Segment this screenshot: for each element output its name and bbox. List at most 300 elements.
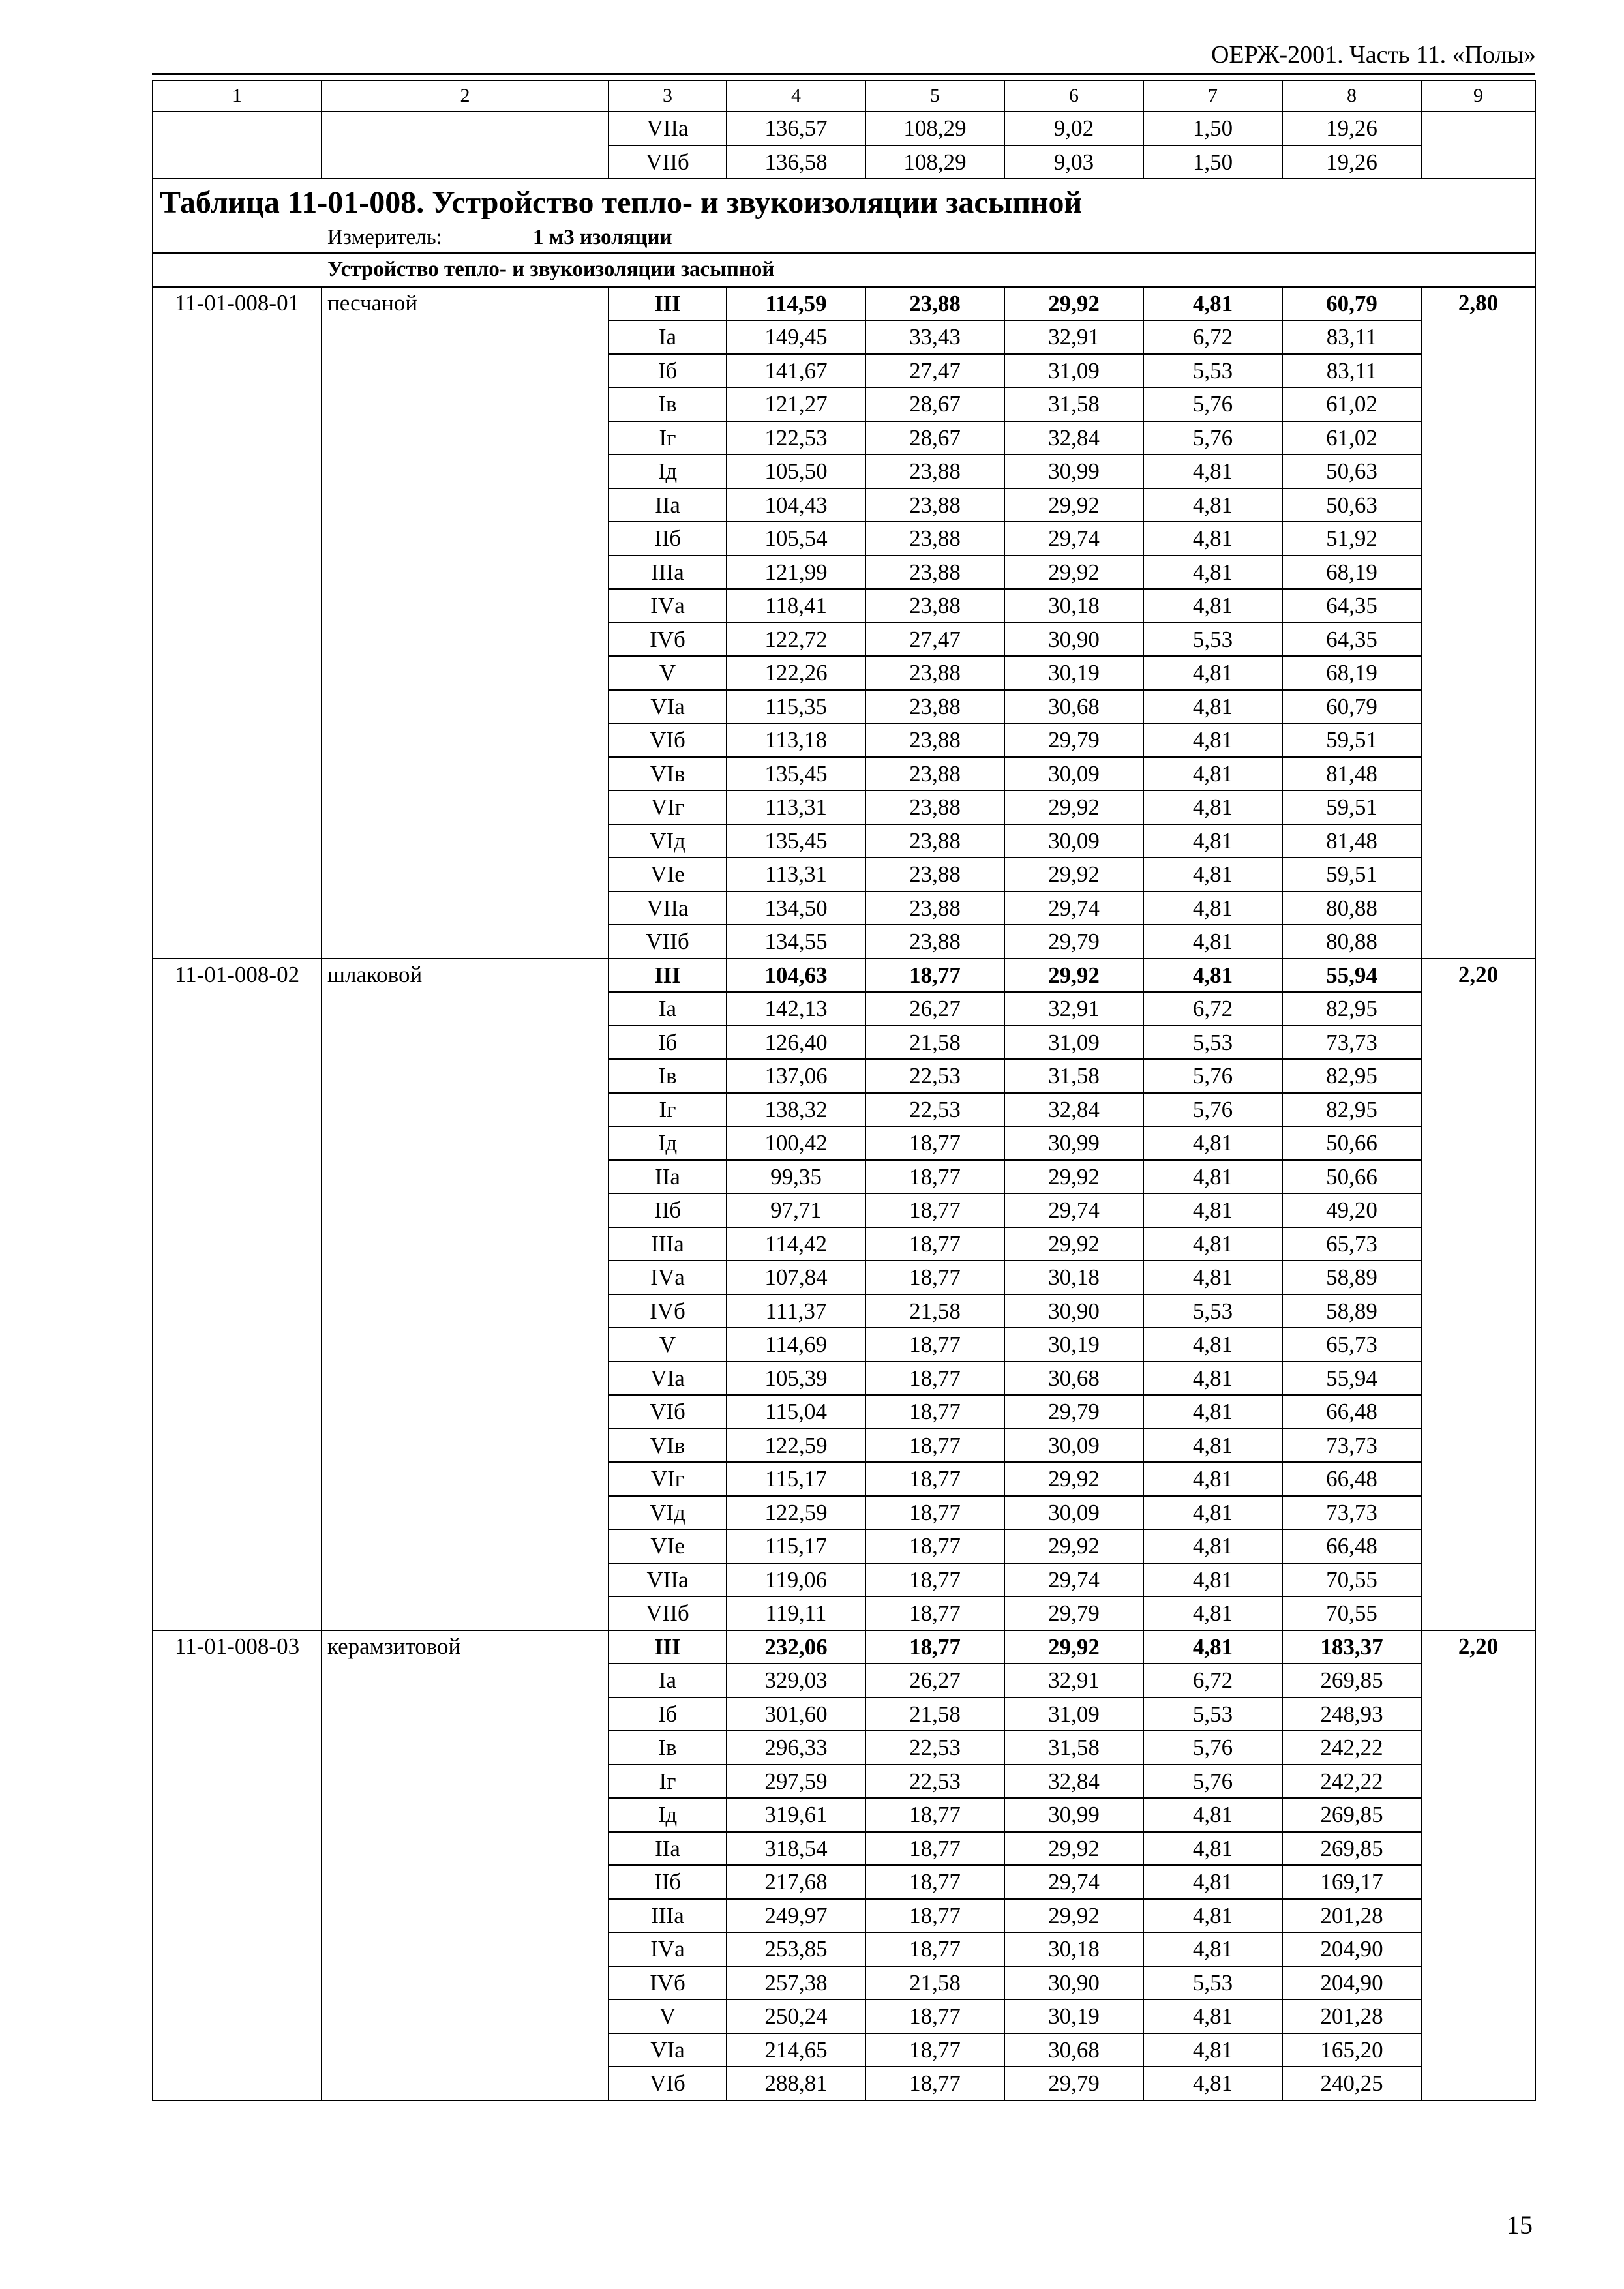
class-cell: VIIб	[609, 145, 727, 179]
value-cell: 23,88	[865, 455, 1004, 488]
class-cell: VIе	[609, 1529, 727, 1563]
value-cell: 29,79	[1004, 925, 1143, 959]
value-cell: 18,77	[865, 1429, 1004, 1463]
value-cell: 111,37	[727, 1294, 865, 1328]
value-cell: 5,76	[1143, 1731, 1282, 1765]
value-cell: 5,76	[1143, 1093, 1282, 1127]
value-cell: 29,92	[1004, 1630, 1143, 1664]
value-cell: 59,51	[1282, 790, 1421, 824]
value-cell: 22,53	[865, 1093, 1004, 1127]
value-cell: 82,95	[1282, 992, 1421, 1026]
class-cell: VIб	[609, 1395, 727, 1429]
value-cell: 29,74	[1004, 1193, 1143, 1227]
value-cell: 5,53	[1143, 1026, 1282, 1060]
value-cell: 136,58	[727, 145, 865, 179]
value-cell: 301,60	[727, 1698, 865, 1731]
value-cell: 6,72	[1143, 992, 1282, 1026]
class-cell: IVа	[609, 1261, 727, 1294]
value-cell: 70,55	[1282, 1563, 1421, 1597]
value-cell: 329,03	[727, 1664, 865, 1698]
value-cell: 21,58	[865, 1966, 1004, 2000]
subheading: Устройство тепло- и звукоизоляции засыпной	[153, 253, 1535, 287]
value-cell: 119,11	[727, 1596, 865, 1630]
value-cell: 29,92	[1004, 287, 1143, 321]
value-cell: 1,50	[1143, 112, 1282, 145]
value-cell: 70,55	[1282, 1596, 1421, 1630]
value-cell: 134,55	[727, 925, 865, 959]
class-cell: IVб	[609, 1294, 727, 1328]
value-cell: 4,81	[1143, 1496, 1282, 1530]
value-cell: 18,77	[865, 2033, 1004, 2067]
class-cell: IIIа	[609, 1227, 727, 1261]
value-cell: 319,61	[727, 1798, 865, 1832]
class-cell: VIIб	[609, 925, 727, 959]
value-cell: 121,99	[727, 556, 865, 590]
value-cell: 100,42	[727, 1126, 865, 1160]
value-cell: 23,88	[865, 589, 1004, 623]
value-cell: 23,88	[865, 556, 1004, 590]
class-cell: VIг	[609, 790, 727, 824]
value-cell: 4,81	[1143, 690, 1282, 724]
class-cell: IVб	[609, 623, 727, 657]
value-cell: 257,38	[727, 1966, 865, 2000]
class-cell: IIб	[609, 1865, 727, 1899]
class-cell: IVа	[609, 1932, 727, 1966]
value-cell: 18,77	[865, 1563, 1004, 1597]
value-cell: 108,29	[865, 145, 1004, 179]
class-cell: IIа	[609, 1832, 727, 1866]
title-cell	[153, 179, 1535, 253]
column-number-row	[153, 80, 1535, 112]
value-cell: 30,18	[1004, 589, 1143, 623]
value-cell: 18,77	[865, 1865, 1004, 1899]
value-cell: 18,77	[865, 1932, 1004, 1966]
value-cell: 32,91	[1004, 992, 1143, 1026]
class-cell: VIIа	[609, 891, 727, 925]
class-cell: VIб	[609, 2067, 727, 2101]
class-cell: VIIа	[609, 112, 727, 145]
column-number: 3	[609, 80, 727, 112]
value-cell: 51,92	[1282, 522, 1421, 556]
value-cell: 23,88	[865, 824, 1004, 858]
class-cell: IIа	[609, 488, 727, 522]
value-cell: 122,53	[727, 421, 865, 455]
value-cell: 4,81	[1143, 1462, 1282, 1496]
value-cell: 114,59	[727, 287, 865, 321]
value-cell: 18,77	[865, 1362, 1004, 1396]
value-cell: 105,39	[727, 1362, 865, 1396]
value-cell: 33,43	[865, 320, 1004, 354]
value-cell: 28,67	[865, 387, 1004, 421]
value-cell: 18,77	[865, 1496, 1004, 1530]
class-cell: Iа	[609, 992, 727, 1026]
column-number: 7	[1143, 80, 1282, 112]
class-cell: Iб	[609, 1698, 727, 1731]
value-cell: 104,63	[727, 959, 865, 993]
value-cell: 29,79	[1004, 1596, 1143, 1630]
value-cell: 165,20	[1282, 2033, 1421, 2067]
class-cell: III	[609, 1630, 727, 1664]
value-cell: 80,88	[1282, 891, 1421, 925]
c9-cell: 2,80	[1421, 287, 1535, 959]
value-cell: 18,77	[865, 1832, 1004, 1866]
value-cell: 18,77	[865, 1899, 1004, 1933]
value-cell: 31,58	[1004, 1731, 1143, 1765]
value-cell: 19,26	[1282, 145, 1421, 179]
value-cell: 18,77	[865, 959, 1004, 993]
value-cell: 18,77	[865, 2067, 1004, 2101]
value-cell: 18,77	[865, 1999, 1004, 2033]
value-cell: 269,85	[1282, 1832, 1421, 1866]
value-cell: 29,74	[1004, 1563, 1143, 1597]
value-cell: 83,11	[1282, 320, 1421, 354]
class-cell: Iд	[609, 1798, 727, 1832]
value-cell: 30,99	[1004, 1126, 1143, 1160]
value-cell: 26,27	[865, 1664, 1004, 1698]
value-cell: 5,76	[1143, 1765, 1282, 1799]
value-cell: 118,41	[727, 589, 865, 623]
value-cell: 122,72	[727, 623, 865, 657]
value-cell: 64,35	[1282, 623, 1421, 657]
value-cell: 4,81	[1143, 1798, 1282, 1832]
code-cell: 11-01-008-01	[153, 287, 322, 959]
value-cell: 29,92	[1004, 1462, 1143, 1496]
value-cell: 4,81	[1143, 1160, 1282, 1194]
value-cell: 138,32	[727, 1093, 865, 1127]
value-cell: 4,81	[1143, 1126, 1282, 1160]
value-cell: 18,77	[865, 1261, 1004, 1294]
subheading-row	[153, 253, 1535, 287]
value-cell: 4,81	[1143, 2067, 1282, 2101]
value-cell: 23,88	[865, 790, 1004, 824]
value-cell: 4,81	[1143, 1899, 1282, 1933]
value-cell: 4,81	[1143, 1429, 1282, 1463]
value-cell: 201,28	[1282, 1899, 1421, 1933]
value-cell: 4,81	[1143, 1227, 1282, 1261]
class-cell: VIд	[609, 1496, 727, 1530]
value-cell: 4,81	[1143, 287, 1282, 321]
value-cell: 104,43	[727, 488, 865, 522]
value-cell: 32,84	[1004, 1765, 1143, 1799]
class-cell: Iб	[609, 354, 727, 388]
value-cell: 29,79	[1004, 1395, 1143, 1429]
value-cell: 50,63	[1282, 488, 1421, 522]
class-cell: VIб	[609, 723, 727, 757]
value-cell: 30,99	[1004, 1798, 1143, 1832]
value-cell: 18,77	[865, 1462, 1004, 1496]
class-cell: V	[609, 656, 727, 690]
value-cell: 50,66	[1282, 1126, 1421, 1160]
value-cell: 115,35	[727, 690, 865, 724]
value-cell: 99,35	[727, 1160, 865, 1194]
value-cell: 4,81	[1143, 757, 1282, 791]
value-cell: 18,77	[865, 1630, 1004, 1664]
class-cell: VIIб	[609, 1596, 727, 1630]
table-row	[153, 1630, 1535, 1664]
value-cell: 73,73	[1282, 1429, 1421, 1463]
class-cell: IIа	[609, 1160, 727, 1194]
value-cell: 22,53	[865, 1731, 1004, 1765]
name-cell	[322, 112, 609, 179]
value-cell: 29,92	[1004, 556, 1143, 590]
class-cell: V	[609, 1999, 727, 2033]
value-cell: 269,85	[1282, 1664, 1421, 1698]
value-cell: 4,81	[1143, 455, 1282, 488]
code-cell	[153, 112, 322, 179]
value-cell: 135,45	[727, 824, 865, 858]
value-cell: 66,48	[1282, 1529, 1421, 1563]
value-cell: 5,76	[1143, 421, 1282, 455]
class-cell: Iб	[609, 1026, 727, 1060]
code-cell: 11-01-008-03	[153, 1630, 322, 2101]
class-cell: III	[609, 287, 727, 321]
value-cell: 4,81	[1143, 790, 1282, 824]
value-cell: 249,97	[727, 1899, 865, 1933]
value-cell: 83,11	[1282, 354, 1421, 388]
value-cell: 107,84	[727, 1261, 865, 1294]
value-cell: 5,53	[1143, 354, 1282, 388]
value-cell: 80,88	[1282, 925, 1421, 959]
value-cell: 4,81	[1143, 2033, 1282, 2067]
value-cell: 23,88	[865, 757, 1004, 791]
value-cell: 5,53	[1143, 1294, 1282, 1328]
value-cell: 97,71	[727, 1193, 865, 1227]
class-cell: Iа	[609, 320, 727, 354]
value-cell: 30,68	[1004, 1362, 1143, 1396]
meter-label: Измеритель:	[327, 226, 442, 250]
value-cell: 30,90	[1004, 1966, 1143, 2000]
class-cell: VIа	[609, 2033, 727, 2067]
value-cell: 297,59	[727, 1765, 865, 1799]
value-cell: 32,91	[1004, 320, 1143, 354]
value-cell: 4,81	[1143, 1563, 1282, 1597]
value-cell: 134,50	[727, 891, 865, 925]
value-cell: 23,88	[865, 287, 1004, 321]
value-cell: 242,22	[1282, 1731, 1421, 1765]
value-cell: 50,66	[1282, 1160, 1421, 1194]
value-cell: 30,19	[1004, 656, 1143, 690]
value-cell: 115,17	[727, 1529, 865, 1563]
value-cell: 4,81	[1143, 1932, 1282, 1966]
column-number: 6	[1004, 80, 1143, 112]
title-row	[153, 179, 1535, 253]
value-cell: 18,77	[865, 1193, 1004, 1227]
value-cell: 4,81	[1143, 488, 1282, 522]
value-cell: 55,94	[1282, 959, 1421, 993]
class-cell: IVб	[609, 1966, 727, 2000]
value-cell: 31,58	[1004, 387, 1143, 421]
value-cell: 30,09	[1004, 757, 1143, 791]
column-number: 5	[865, 80, 1004, 112]
value-cell: 32,84	[1004, 421, 1143, 455]
header-rule	[152, 73, 1535, 75]
value-cell: 31,09	[1004, 1698, 1143, 1731]
value-cell: 23,88	[865, 891, 1004, 925]
value-cell: 59,51	[1282, 723, 1421, 757]
value-cell: 4,81	[1143, 1261, 1282, 1294]
value-cell: 31,09	[1004, 354, 1143, 388]
value-cell: 4,81	[1143, 1596, 1282, 1630]
name-cell: песчаной	[322, 287, 609, 959]
column-number: 4	[727, 80, 865, 112]
value-cell: 23,88	[865, 690, 1004, 724]
value-cell: 22,53	[865, 1765, 1004, 1799]
value-cell: 30,19	[1004, 1328, 1143, 1362]
value-cell: 4,81	[1143, 1630, 1282, 1664]
class-cell: VIIа	[609, 1563, 727, 1597]
value-cell: 30,18	[1004, 1932, 1143, 1966]
class-cell: V	[609, 1328, 727, 1362]
value-cell: 204,90	[1282, 1966, 1421, 2000]
value-cell: 183,37	[1282, 1630, 1421, 1664]
value-cell: 28,67	[865, 421, 1004, 455]
column-number: 8	[1282, 80, 1421, 112]
value-cell: 60,79	[1282, 690, 1421, 724]
value-cell: 23,88	[865, 723, 1004, 757]
value-cell: 19,26	[1282, 112, 1421, 145]
value-cell: 6,72	[1143, 1664, 1282, 1698]
meter-line	[160, 227, 1528, 248]
value-cell: 30,90	[1004, 1294, 1143, 1328]
column-number: 2	[322, 80, 609, 112]
value-cell: 126,40	[727, 1026, 865, 1060]
value-cell: 113,31	[727, 858, 865, 891]
column-number: 9	[1421, 80, 1535, 112]
class-cell: IIб	[609, 522, 727, 556]
value-cell: 149,45	[727, 320, 865, 354]
value-cell: 122,59	[727, 1496, 865, 1530]
value-cell: 288,81	[727, 2067, 865, 2101]
value-cell: 5,53	[1143, 623, 1282, 657]
value-cell: 119,06	[727, 1563, 865, 1597]
value-cell: 121,27	[727, 387, 865, 421]
class-cell: Iа	[609, 1664, 727, 1698]
table-body	[153, 80, 1535, 2101]
class-cell: Iв	[609, 1059, 727, 1093]
value-cell: 135,45	[727, 757, 865, 791]
value-cell: 59,51	[1282, 858, 1421, 891]
rates-table	[152, 80, 1536, 2101]
value-cell: 204,90	[1282, 1932, 1421, 1966]
value-cell: 58,89	[1282, 1261, 1421, 1294]
value-cell: 64,35	[1282, 589, 1421, 623]
class-cell: VIд	[609, 824, 727, 858]
value-cell: 4,81	[1143, 556, 1282, 590]
value-cell: 18,77	[865, 1529, 1004, 1563]
value-cell: 82,95	[1282, 1059, 1421, 1093]
value-cell: 4,81	[1143, 1529, 1282, 1563]
class-cell: VIа	[609, 690, 727, 724]
value-cell: 30,18	[1004, 1261, 1143, 1294]
value-cell: 66,48	[1282, 1462, 1421, 1496]
value-cell: 141,67	[727, 354, 865, 388]
value-cell: 113,18	[727, 723, 865, 757]
value-cell: 5,53	[1143, 1698, 1282, 1731]
value-cell: 73,73	[1282, 1496, 1421, 1530]
value-cell: 29,92	[1004, 959, 1143, 993]
class-cell: IIб	[609, 1193, 727, 1227]
value-cell: 29,92	[1004, 790, 1143, 824]
value-cell: 23,88	[865, 656, 1004, 690]
value-cell: 23,88	[865, 522, 1004, 556]
class-cell: III	[609, 959, 727, 993]
class-cell: IIIа	[609, 1899, 727, 1933]
c9-cell	[1421, 112, 1535, 179]
value-cell: 81,48	[1282, 824, 1421, 858]
value-cell: 4,81	[1143, 656, 1282, 690]
value-cell: 68,19	[1282, 556, 1421, 590]
value-cell: 253,85	[727, 1932, 865, 1966]
value-cell: 29,92	[1004, 858, 1143, 891]
value-cell: 23,88	[865, 858, 1004, 891]
value-cell: 201,28	[1282, 1999, 1421, 2033]
value-cell: 4,81	[1143, 824, 1282, 858]
value-cell: 30,99	[1004, 455, 1143, 488]
value-cell: 32,91	[1004, 1664, 1143, 1698]
value-cell: 29,92	[1004, 488, 1143, 522]
value-cell: 114,69	[727, 1328, 865, 1362]
value-cell: 22,53	[865, 1059, 1004, 1093]
value-cell: 30,68	[1004, 2033, 1143, 2067]
value-cell: 114,42	[727, 1227, 865, 1261]
value-cell: 4,81	[1143, 522, 1282, 556]
table-row	[153, 287, 1535, 321]
value-cell: 169,17	[1282, 1865, 1421, 1899]
value-cell: 9,02	[1004, 112, 1143, 145]
value-cell: 26,27	[865, 992, 1004, 1026]
value-cell: 29,74	[1004, 891, 1143, 925]
class-cell: Iд	[609, 455, 727, 488]
value-cell: 29,74	[1004, 522, 1143, 556]
value-cell: 31,58	[1004, 1059, 1143, 1093]
name-cell: шлаковой	[322, 959, 609, 1630]
value-cell: 105,54	[727, 522, 865, 556]
value-cell: 4,81	[1143, 1395, 1282, 1429]
value-cell: 27,47	[865, 623, 1004, 657]
value-cell: 18,77	[865, 1798, 1004, 1832]
value-cell: 108,29	[865, 112, 1004, 145]
value-cell: 4,81	[1143, 1362, 1282, 1396]
value-cell: 29,92	[1004, 1227, 1143, 1261]
value-cell: 217,68	[727, 1865, 865, 1899]
meter-value: 1 м3 изоляции	[533, 226, 672, 250]
value-cell: 31,09	[1004, 1026, 1143, 1060]
class-cell: VIв	[609, 1429, 727, 1463]
value-cell: 4,81	[1143, 891, 1282, 925]
value-cell: 21,58	[865, 1294, 1004, 1328]
value-cell: 240,25	[1282, 2067, 1421, 2101]
table-row	[153, 959, 1535, 993]
value-cell: 18,77	[865, 1227, 1004, 1261]
value-cell: 18,77	[865, 1596, 1004, 1630]
value-cell: 30,09	[1004, 1429, 1143, 1463]
value-cell: 137,06	[727, 1059, 865, 1093]
class-cell: VIе	[609, 858, 727, 891]
value-cell: 318,54	[727, 1832, 865, 1866]
value-cell: 232,06	[727, 1630, 865, 1664]
value-cell: 5,76	[1143, 387, 1282, 421]
value-cell: 23,88	[865, 488, 1004, 522]
value-cell: 23,88	[865, 925, 1004, 959]
value-cell: 4,81	[1143, 925, 1282, 959]
value-cell: 27,47	[865, 354, 1004, 388]
value-cell: 4,81	[1143, 1865, 1282, 1899]
value-cell: 142,13	[727, 992, 865, 1026]
c9-cell: 2,20	[1421, 1630, 1535, 2101]
value-cell: 18,77	[865, 1395, 1004, 1429]
value-cell: 30,68	[1004, 690, 1143, 724]
value-cell: 6,72	[1143, 320, 1282, 354]
